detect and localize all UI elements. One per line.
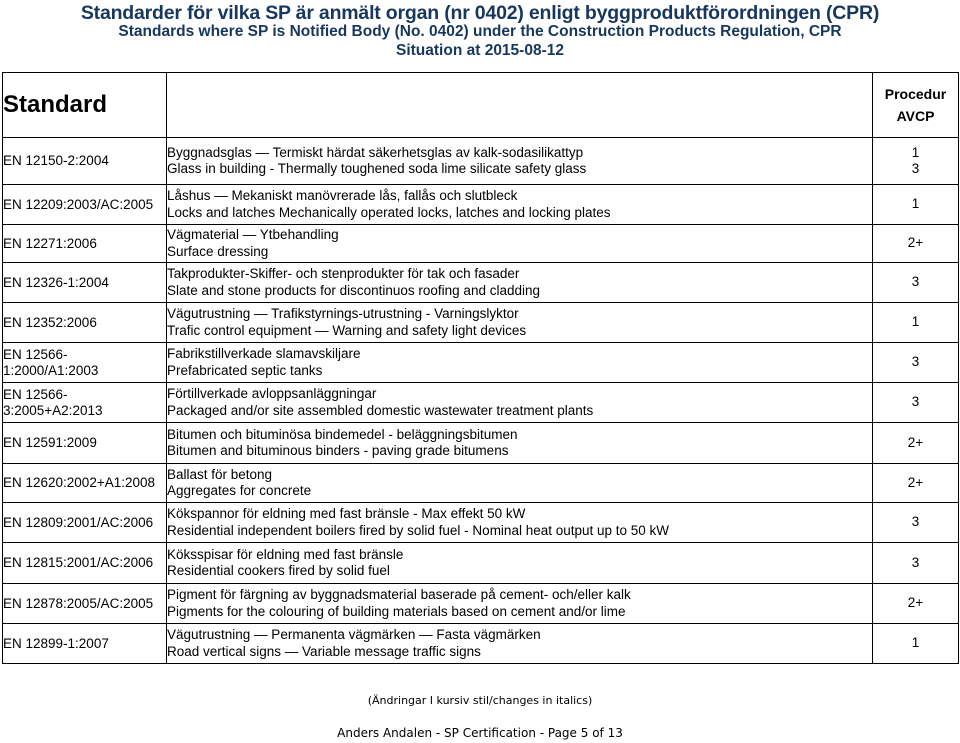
standard-description [167, 225, 873, 263]
table-row [3, 138, 959, 185]
avcp-value [873, 303, 959, 343]
avcp-value [873, 383, 959, 423]
standard-description-line: Prefabricated septic tanks [167, 362, 323, 378]
avcp-value [873, 225, 959, 263]
standard-code-line: EN 12566- [3, 346, 68, 362]
standard-description-line: Bitumen and bituminous binders - paving grade bitumens [167, 443, 509, 458]
standard-description [167, 303, 873, 343]
standard-code [3, 263, 167, 303]
standard-code [3, 138, 167, 185]
header-title-en: Standards where SP is Notified Body (No. 0402) under the Construction Products Regulation, CPR [118, 23, 842, 40]
avcp-value [873, 185, 959, 225]
table-row [3, 624, 959, 664]
standard-code-line: 1:2000/A1:2003 [3, 362, 99, 378]
avcp-label: AVCP [896, 108, 935, 124]
standard-description [167, 263, 873, 303]
standard-code-line: 3:2005+A2:2013 [3, 402, 103, 418]
standard-code-line: EN 12271:2006 [3, 235, 97, 251]
avcp-value [873, 343, 959, 383]
footer-note: (Ändringar I kursiv stil/changes in italics) [367, 694, 593, 707]
standard-code [3, 543, 167, 584]
avcp-value [873, 584, 959, 624]
table-row [3, 185, 959, 225]
avcp-value-line: 2+ [907, 434, 924, 450]
standard-code [3, 343, 167, 383]
standard-description [167, 423, 873, 464]
standard-code-line: EN 12326-1:2004 [3, 274, 109, 290]
standard-code-line: EN 12809:2001/AC:2006 [3, 514, 154, 530]
standard-description-line: Trafic control equipment — Warning and safety light devices [167, 322, 527, 338]
standard-code [3, 503, 167, 543]
avcp-value-line: 3 [911, 354, 920, 370]
standard-code [3, 185, 167, 225]
avcp-value-line: 3 [911, 554, 920, 570]
standard-description-line: Bitumen och bituminösa bindemedel - beläggningsbitumen [167, 426, 518, 442]
standard-code [3, 584, 167, 624]
standard-description [167, 383, 873, 423]
avcp-value [873, 263, 959, 303]
standard-code [3, 624, 167, 664]
avcp-value-line: 1 [911, 144, 920, 160]
standard-code-line: EN 12150-2:2004 [3, 153, 109, 168]
standard-description [167, 185, 873, 225]
avcp-value-line: 1 [911, 635, 920, 651]
avcp-value [873, 423, 959, 464]
standard-code-line: EN 12352:2006 [3, 314, 97, 330]
header-date: Situation at 2015-08-12 [396, 42, 564, 59]
avcp-value-line: 1 [911, 196, 920, 212]
standard-description [167, 543, 873, 584]
column-header-standard: Standard [3, 73, 167, 138]
footer-page: Anders Andalen - SP Certification - Page 5 of 13 [337, 726, 623, 740]
standard-description-line: Vägutrustning — Trafikstyrnings-utrustning - Varningslyktor [167, 306, 519, 321]
standard-description [167, 138, 873, 185]
standard-description-line: Locks and latches Mechanically operated locks, latches and locking plates [167, 204, 611, 220]
standard-code [3, 225, 167, 263]
standard-code-line: EN 12591:2009 [3, 435, 97, 450]
standard-description-line: Ballast för betong [167, 466, 273, 482]
table-row [3, 503, 959, 543]
standard-description-line: Residential independent boilers fired by solid fuel - Nominal heat output up to 50 kW [167, 522, 670, 538]
standard-description [167, 343, 873, 383]
avcp-value [873, 624, 959, 664]
standard-description-line: Slate and stone products for discontinuos roofing and cladding [167, 282, 540, 298]
avcp-value-line: 3 [911, 161, 920, 176]
standard-description-line: Låshus — Mekaniskt manövrerade lås, fallås och slutbleck [167, 188, 518, 203]
standard-description [167, 584, 873, 624]
table-row [3, 423, 959, 464]
standard-description-line: Köksspisar för eldning med fast bränsle [167, 546, 404, 562]
procedure-label: Procedur [884, 86, 947, 102]
standard-description-line: Residential cookers fired by solid fuel [167, 563, 390, 578]
standard-description-line: Pigments for the colouring of building materials based on cement and/or lime [167, 603, 626, 619]
header-title-sv: Standarder för vilka SP är anmält organ (nr 0402) enligt byggproduktförordningen (CPR) [80, 2, 880, 24]
standard-code-line: EN 12899-1:2007 [3, 635, 109, 651]
table-body [3, 138, 959, 664]
column-header-procedure [873, 73, 959, 138]
standard-description-line: Vägmaterial — Ytbehandling [167, 227, 339, 242]
avcp-value-line: 3 [911, 394, 920, 410]
standard-description-line: Kökspannor för eldning med fast bränsle - Max effekt 50 kW [167, 506, 526, 521]
standard-description [167, 624, 873, 664]
standard-description-line: Fabrikstillverkade slamavskiljare [167, 346, 361, 361]
standard-description-line: Byggnadsglas — Termiskt härdat säkerhetsglas av kalk-sodasilikattyp [167, 144, 584, 160]
standard-code-line: EN 12878:2005/AC:2005 [3, 595, 154, 611]
avcp-value-line: 2+ [907, 235, 924, 251]
avcp-value-line: 2+ [907, 595, 924, 611]
standard-description-line: Glass in building - Thermally toughened soda lime silicate safety glass [167, 161, 587, 176]
table-row [3, 343, 959, 383]
standard-code-line: EN 12209:2003/AC:2005 [3, 196, 154, 212]
table-header-row [3, 73, 959, 138]
table-row [3, 543, 959, 584]
table-row [3, 383, 959, 423]
standard-code [3, 423, 167, 464]
table-row [3, 303, 959, 343]
standard-description [167, 464, 873, 503]
standard-description-line: Packaged and/or site assembled domestic wastewater treatment plants [167, 402, 594, 418]
standard-description-line: Pigment för färgning av byggnadsmaterial baserade på cement- och/eller kalk [167, 587, 631, 602]
avcp-value-line: 2+ [907, 474, 924, 490]
avcp-value-line: 3 [911, 274, 920, 290]
standard-code [3, 303, 167, 343]
table-row [3, 263, 959, 303]
avcp-value [873, 503, 959, 543]
standards-table [2, 72, 959, 664]
standard-description-line: Vägutrustning — Permanenta vägmärken — Fasta vägmärken [167, 627, 541, 642]
avcp-value-line: 1 [911, 314, 920, 330]
standard-code [3, 464, 167, 503]
standard-description-line: Road vertical signs — Variable message traffic signs [167, 643, 481, 659]
table-row [3, 464, 959, 503]
standard-description-line: Takprodukter-Skiffer- och stenprodukter för tak och fasader [167, 266, 520, 281]
column-header-description [167, 73, 873, 138]
avcp-value [873, 138, 959, 185]
standard-description-line: Förtillverkade avloppsanläggningar [167, 386, 377, 401]
standard-description-line: Surface dressing [167, 243, 269, 259]
standard-code-line: EN 12620:2002+A1:2008 [3, 475, 156, 490]
standard-description-line: Aggregates for concrete [167, 483, 312, 498]
table-row [3, 584, 959, 624]
standard-code-line: EN 12566- [3, 386, 68, 402]
standard-code [3, 383, 167, 423]
standard-description [167, 503, 873, 543]
avcp-value [873, 543, 959, 584]
table-row [3, 225, 959, 263]
avcp-value [873, 464, 959, 503]
standard-code-line: EN 12815:2001/AC:2006 [3, 555, 154, 570]
avcp-value-line: 3 [911, 514, 920, 530]
